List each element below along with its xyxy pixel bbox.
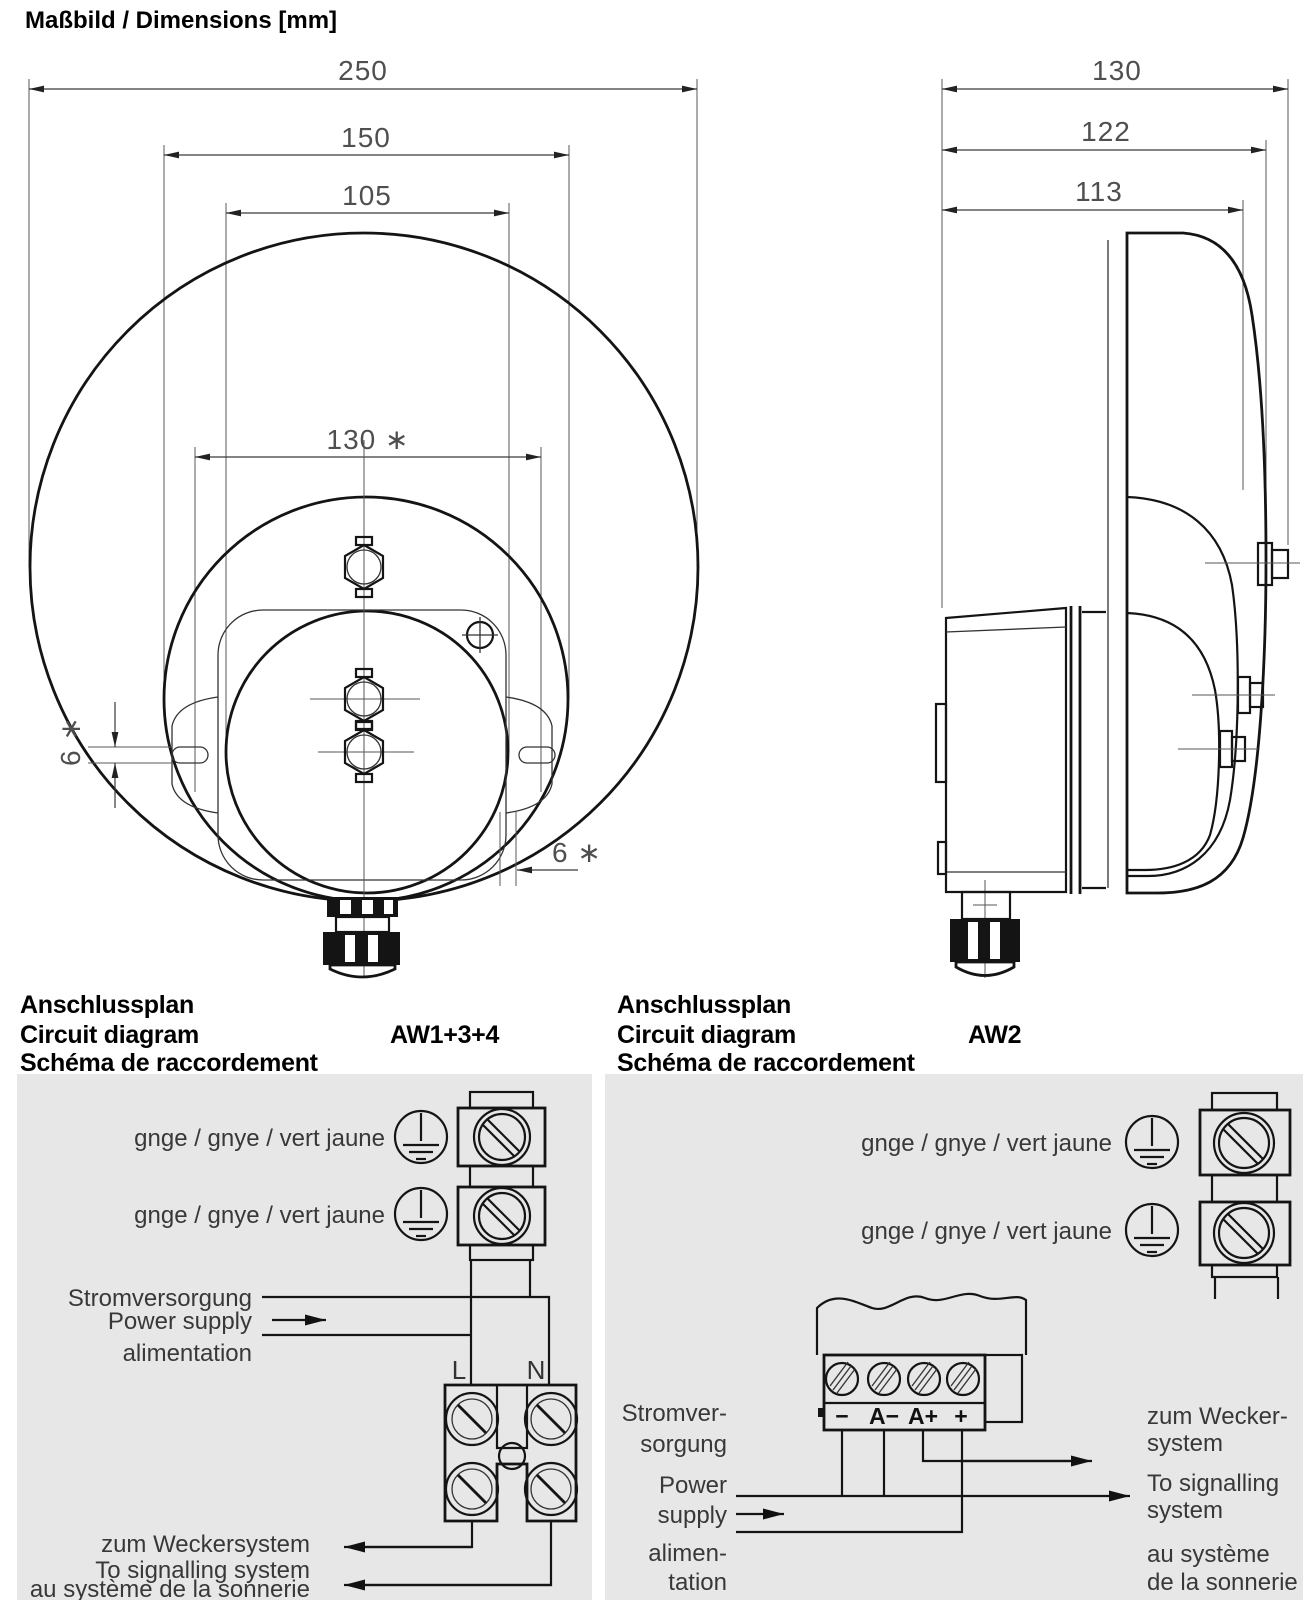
cable-gland-side [950, 880, 1020, 978]
supply-label-de: Stromversorgung [67, 1285, 252, 1312]
housing-tab [938, 842, 946, 874]
housing-box [946, 608, 1066, 892]
heading-en: Circuit diagram [617, 1021, 796, 1049]
earth-wire-label: gnge / gnye / vert jaune [134, 1202, 385, 1229]
supply-label: sorgung [640, 1431, 727, 1458]
supply-label: tation [668, 1569, 727, 1596]
left-slot [172, 747, 208, 763]
output-label: au système [1147, 1541, 1270, 1568]
dim-label-250: 250 [338, 55, 388, 86]
terminal-label-minus: − [835, 1403, 849, 1429]
earth-wire-label: gnge / gnye / vert jaune [861, 1218, 1112, 1245]
housing-tab [936, 704, 946, 782]
earth-wire-label: gnge / gnye / vert jaune [861, 1130, 1112, 1157]
right-ear [506, 697, 552, 813]
heading-fr: Schéma de raccordement [617, 1049, 915, 1077]
terminal-label-n: N [526, 1355, 546, 1385]
dim-label-130s: 130 [1092, 55, 1142, 86]
inner-dome-profile [1127, 613, 1219, 870]
terminal-label-aminus: A− [868, 1403, 900, 1429]
dim-label-6-left: 6 ∗ [55, 716, 86, 766]
output-label-de: zum Weckersystem [101, 1531, 310, 1558]
supply-label: Stromver- [621, 1400, 727, 1427]
output-label: zum Wecker- [1147, 1403, 1288, 1430]
model-label: AW2 [968, 1021, 1022, 1049]
supply-label: alimen- [648, 1540, 727, 1567]
dim-label-150: 150 [341, 122, 391, 153]
dim-label-113: 113 [1075, 176, 1123, 207]
earth-wire-label: gnge / gnye / vert jaune [134, 1125, 385, 1152]
output-label: system [1147, 1497, 1224, 1524]
heading-de: Anschlussplan [617, 991, 791, 1019]
housing-profile [1127, 497, 1238, 876]
supply-label: Power [658, 1472, 727, 1499]
circuit-diagram-left [17, 991, 592, 1600]
dim-label-105: 105 [342, 180, 392, 211]
output-label: system [1147, 1430, 1224, 1457]
terminal-label-aplus: A+ [907, 1403, 939, 1429]
output-label: de la sonnerie [1147, 1569, 1298, 1596]
heading-en: Circuit diagram [20, 1021, 199, 1049]
cable-gland-front [323, 897, 400, 977]
supply-label-en: Power supply [107, 1308, 252, 1335]
mounting-plate [218, 610, 506, 880]
dim-label-122: 122 [1081, 116, 1131, 147]
output-label-fr: au système de la sonnerie [29, 1576, 310, 1600]
right-slot [519, 747, 555, 763]
page-title: Maßbild / Dimensions [mm] [25, 7, 338, 34]
heading-de: Anschlussplan [20, 991, 194, 1019]
front-view-drawing [29, 55, 698, 978]
side-view-drawing [936, 55, 1300, 978]
dim-label-130: 130 ∗ [326, 424, 410, 455]
supply-label-fr: alimentation [122, 1340, 252, 1367]
lid-seam [946, 627, 1066, 632]
output-label-en: To signalling system [95, 1557, 310, 1584]
heading-fr: Schéma de raccordement [20, 1049, 318, 1077]
model-label: AW1+3+4 [390, 1021, 500, 1049]
circuit-diagram-right [605, 991, 1303, 1600]
clapper-nut-side-icon [1192, 677, 1275, 713]
dim-label-6-right: 6 ∗ [552, 837, 602, 868]
circuit-panel [17, 1074, 592, 1600]
output-label: To signalling [1147, 1470, 1280, 1497]
supply-label: supply [657, 1502, 727, 1529]
terminal-label-plus: + [954, 1403, 968, 1429]
terminal-label-l: L [451, 1355, 467, 1385]
